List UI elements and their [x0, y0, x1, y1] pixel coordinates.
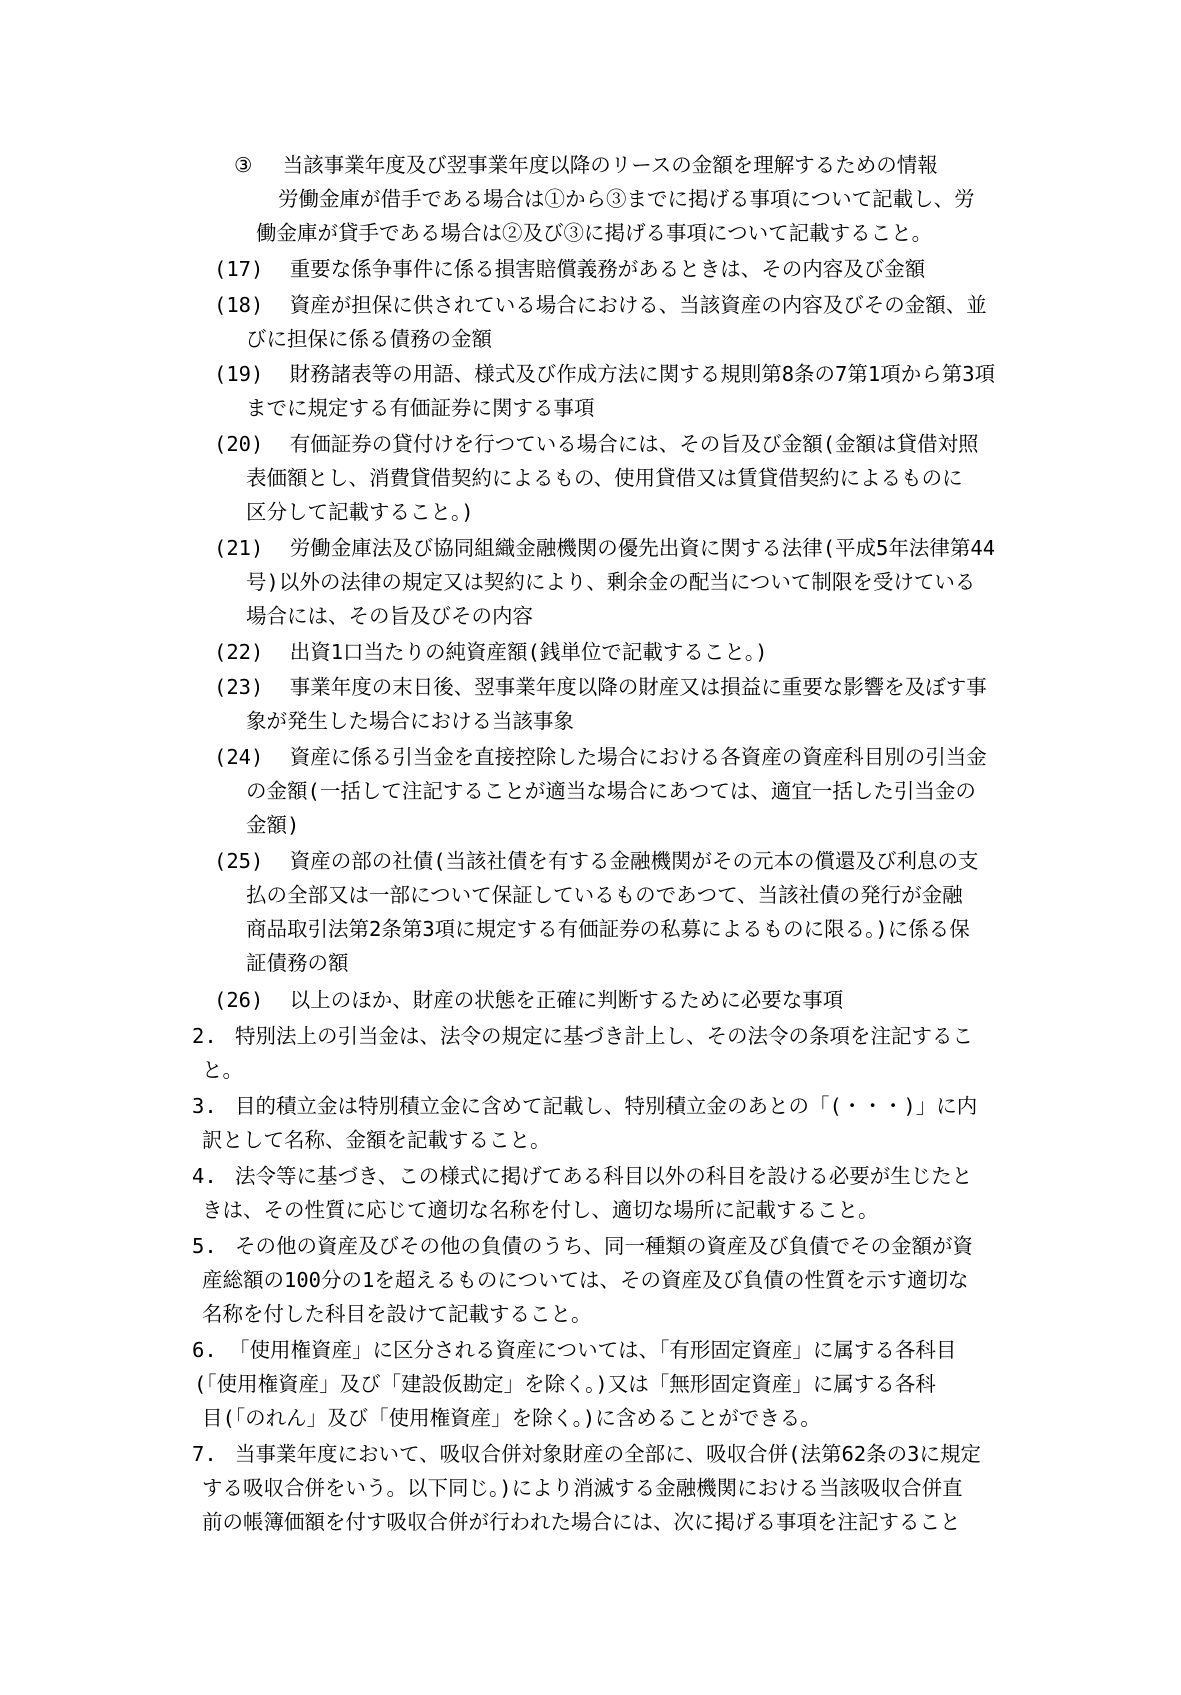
item-number: (23) [214, 675, 264, 699]
item-text: 財務諸表等の用語、様式及び作成方法に関する規則第8条の7第1項から第3項 [289, 362, 996, 386]
note-2 [192, 1019, 973, 1053]
item-number: (17) [214, 257, 264, 281]
item-text-continuation: びに担保に係る債務の金額 [246, 327, 492, 351]
item-number: (24) [214, 745, 264, 769]
item-text: 資産の部の社債(当該社債を有する金融機関がその元本の償還及び利息の支 [289, 849, 979, 873]
item-text-continuation: 区分して記載すること。) [246, 500, 474, 524]
note-3 [192, 1089, 977, 1123]
note-text-continuation: 訳として名称、金額を記載すること。 [202, 1128, 551, 1152]
item-number: (26) [214, 988, 264, 1012]
item-19 [214, 357, 995, 391]
note-text: 目的積立金は特別積立金に含めて記載し、特別積立金のあとの「(・・・)」に内 [235, 1094, 978, 1118]
item-text-continuation: 場合には、その旨及びその内容 [246, 604, 533, 628]
item-text-continuation: の金額(一括して注記することが適当な場合にあつては、適宜一括した引当金の [246, 779, 976, 803]
item-text: 労働金庫法及び協同組織金融機関の優先出資に関する法律(平成5年法律第44 [289, 536, 996, 560]
note-4 [192, 1159, 972, 1193]
item-text-continuation: 払の全部又は一部について保証しているものであつて、当該社債の発行が金融 [246, 883, 963, 907]
item-3-title: 当該事業年度及び翌事業年度以降のリースの金額を理解するための情報 [282, 153, 938, 177]
item-20 [214, 427, 979, 461]
item-text-continuation: 証債務の額 [246, 951, 349, 975]
item-number: (18) [214, 293, 264, 317]
item-text: 有価証券の貸付けを行つている場合には、その旨及び金額(金額は貸借対照 [289, 432, 979, 456]
item-text: 以上のほか、財産の状態を正確に判断するために必要な事項 [289, 988, 844, 1012]
item-22 [214, 635, 768, 669]
note-text-continuation: 前の帳簿価額を付す吸収合併が行われた場合には、次に掲げる事項を注記すること [202, 1510, 961, 1534]
note-number: 5. [192, 1234, 217, 1258]
note-text-continuation: きは、その性質に応じて適切な名称を付し、適切な場所に記載すること。 [202, 1198, 879, 1222]
note-number: 6. [192, 1338, 217, 1362]
item-text: 重要な係争事件に係る損害賠償義務があるときは、その内容及び金額 [289, 257, 926, 281]
note-7 [192, 1437, 981, 1471]
note-text-continuation: 目(「のれん」及び「使用権資産」を除く。)に含めることができる。 [202, 1406, 821, 1430]
item-text: 資産に係る引当金を直接控除した場合における各資産の資産科目別の引当金 [289, 745, 987, 769]
item-3-number: ③ [234, 153, 253, 177]
item-25 [214, 844, 979, 878]
item-3-note-line: 労働金庫が借手である場合は①から③までに掲げる事項について記載し、労 [278, 187, 975, 211]
item-text-continuation: 金額) [246, 813, 300, 837]
note-text-continuation: と。 [202, 1058, 243, 1082]
item-text: 出資1口当たりの純資産額(銭単位で記載すること。) [289, 640, 768, 664]
note-number: 4. [192, 1164, 217, 1188]
note-text-continuation: 産総額の100分の1を超えるものについては、その資産及び負債の性質を示す適切な [202, 1268, 969, 1292]
item-text-continuation: までに規定する有価証券に関する事項 [246, 396, 595, 420]
item-text-continuation: 象が発生した場合における当該事象 [246, 709, 574, 733]
item-17 [214, 252, 925, 286]
item-3-line [234, 148, 938, 182]
note-text: その他の資産及びその他の負債のうち、同一種類の資産及び負債でその金額が資 [235, 1234, 974, 1258]
item-text-continuation: 表価額とし、消費貸借契約によるもの、使用貸借又は賃貸借契約によるものに [246, 466, 963, 490]
note-text-continuation: 名称を付した科目を設けて記載すること。 [202, 1302, 592, 1326]
note-number: 7. [192, 1442, 217, 1466]
note-text: 法令等に基づき、この様式に掲げてある科目以外の科目を設ける必要が生じたと [235, 1164, 973, 1188]
note-6 [192, 1333, 956, 1367]
note-text-continuation: する吸収合併をいう。以下同じ。)により消滅する金融機関における当該吸収合併直 [202, 1476, 963, 1500]
item-number: (20) [214, 432, 264, 456]
item-number: (25) [214, 849, 264, 873]
item-26 [214, 983, 843, 1017]
item-23 [214, 670, 987, 704]
note-text-continuation: (「使用権資産」及び「建設仮勘定」を除く。)又は「無形固定資産」に属する各科 [194, 1372, 936, 1396]
note-text: 「使用権資産」に区分される資産については、「有形固定資産」に属する各科目 [229, 1338, 957, 1362]
item-number: (21) [214, 536, 264, 560]
item-text: 資産が担保に供されている場合における、当該資産の内容及びその金額、並 [289, 293, 987, 317]
note-number: 2. [192, 1024, 217, 1048]
item-text: 事業年度の末日後、翌事業年度以降の財産又は損益に重要な影響を及ぼす事 [289, 675, 987, 699]
item-number: (22) [214, 640, 264, 664]
note-5 [192, 1229, 973, 1263]
note-number: 3. [192, 1094, 217, 1118]
note-text: 特別法上の引当金は、法令の規定に基づき計上し、その法令の条項を注記するこ [235, 1024, 974, 1048]
note-text: 当事業年度において、吸収合併対象財産の全部に、吸収合併(法第62条の3に規定 [235, 1442, 981, 1466]
item-24 [214, 740, 987, 774]
item-number: (19) [214, 362, 264, 386]
item-text-continuation: 商品取引法第2条第3項に規定する有価証券の私募によるものに限る。)に係る保 [246, 917, 970, 941]
item-3-note-line: 働金庫が貸手である場合は②及び③に掲げる事項について記載すること。 [256, 221, 933, 245]
item-21 [214, 531, 995, 565]
item-text-continuation: 号)以外の法律の規定又は契約により、剰余金の配当について制限を受けている [246, 570, 976, 594]
item-18 [214, 288, 987, 322]
